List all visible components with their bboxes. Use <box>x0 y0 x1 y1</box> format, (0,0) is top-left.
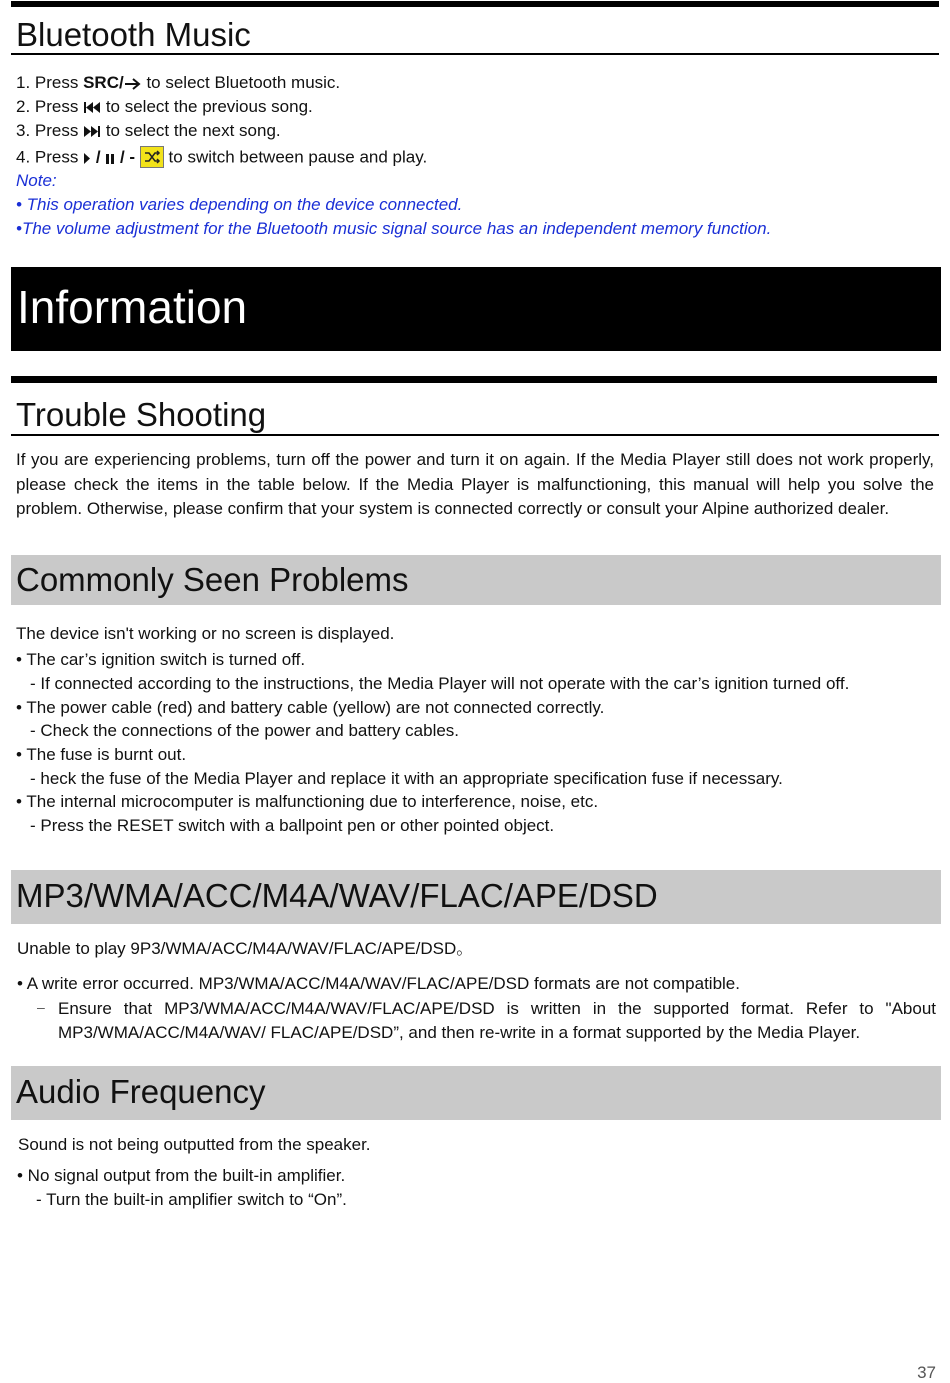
information-title: Information <box>17 281 248 333</box>
common-problems-title: Commonly Seen Problems <box>16 561 409 598</box>
troubleshooting-intro: If you are experiencing problems, turn off the power and turn it on again. If the Media Player still does not work properly, please check the items in the table below. If the Media Player is malfunctioning, this manual will help you solve the problem. Otherwise, please confirm that your system is connected correctly or consult your Alpine authorized dealer. <box>16 450 934 518</box>
step-3 <box>16 121 281 141</box>
troubleshooting-title-rule <box>11 434 939 436</box>
troubleshooting-top-rule <box>11 376 937 383</box>
common-line: - heck the fuse of the Media Player and replace it with an appropriate specification fuse if necessary. <box>30 769 783 788</box>
common-line: • The power cable (red) and battery cable (yellow) are not connected correctly. <box>16 698 605 717</box>
step-1 <box>16 73 340 93</box>
next-track-icon <box>83 125 101 138</box>
formats-dash: – <box>37 999 45 1015</box>
audio-title: Audio Frequency <box>16 1073 266 1110</box>
common-line: - Check the connections of the power and battery cables. <box>30 721 460 740</box>
step-4-sep-1: / <box>91 147 106 167</box>
step-2 <box>16 97 313 117</box>
bluetooth-title: Bluetooth Music <box>16 16 251 53</box>
common-line: • The fuse is burnt out. <box>16 745 187 764</box>
common-line: The device isn't working or no screen is displayed. <box>16 624 395 643</box>
step-4 <box>16 147 427 169</box>
audio-line-3: - Turn the built-in amplifier switch to “On”. <box>36 1190 347 1209</box>
step-4-pre: 4. Press <box>16 147 84 167</box>
audio-banner <box>11 1066 941 1120</box>
step-1-pre: 1. Press <box>16 73 84 92</box>
information-banner <box>11 267 941 351</box>
common-problems-banner <box>11 555 941 605</box>
common-line: - Press the RESET switch with a ballpoint pen or other pointed object. <box>30 816 555 835</box>
audio-line-1: Sound is not being outputted from the speaker. <box>18 1135 371 1154</box>
step-2-pre: 2. Press <box>16 97 84 116</box>
formats-banner <box>11 870 941 924</box>
shuffle-icon <box>140 146 164 168</box>
play-icon <box>83 152 91 165</box>
step-3-post: to select the next song. <box>101 121 281 140</box>
troubleshooting-title: Trouble Shooting <box>16 396 267 433</box>
note-label: Note: <box>16 171 57 190</box>
page-number: 37 <box>917 1363 936 1382</box>
arrow-right-icon <box>124 77 142 91</box>
common-line: • The internal microcomputer is malfunctioning due to interference, noise, etc. <box>16 792 599 811</box>
src-key-label: SRC/ <box>83 73 124 92</box>
note-2: •The volume adjustment for the Bluetooth music signal source has an independent memory function. <box>16 219 772 238</box>
step-2-post: to select the previous song. <box>101 97 313 116</box>
common-line: - If connected according to the instructions, the Media Player will not operate with the car’s ignition turned off. <box>30 674 850 693</box>
note-1: • This operation varies depending on the device connected. <box>16 195 463 214</box>
step-4-sep-2: / - <box>115 147 140 167</box>
step-3-pre: 3. Press <box>16 121 84 140</box>
formats-line-1: Unable to play 9P3/WMA/ACC/M4A/WAV/FLAC/APE/DSD。 <box>17 939 474 958</box>
previous-track-icon <box>83 101 101 114</box>
pause-icon <box>105 152 115 165</box>
common-line: • The car’s ignition switch is turned off. <box>16 650 306 669</box>
formats-line-3: Ensure that MP3/WMA/ACC/M4A/WAV/FLAC/APE/DSD is written in the supported format. Refer to "About MP3/WMA/ACC/M4A/WAV/ FLAC/APE/DSD”, and then re-write in a format supported by the Media Player. <box>58 999 936 1042</box>
formats-line-2: • A write error occurred. MP3/WMA/ACC/M4A/WAV/FLAC/APE/DSD formats are not compatible. <box>17 974 740 993</box>
bluetooth-title-rule <box>11 53 939 55</box>
step-4-post: to switch between pause and play. <box>163 147 428 167</box>
formats-title: MP3/WMA/ACC/M4A/WAV/FLAC/APE/DSD <box>16 877 658 914</box>
audio-line-2: • No signal output from the built-in amplifier. <box>17 1166 346 1185</box>
step-1-post: to select Bluetooth music. <box>141 73 341 92</box>
top-rule <box>11 1 939 7</box>
